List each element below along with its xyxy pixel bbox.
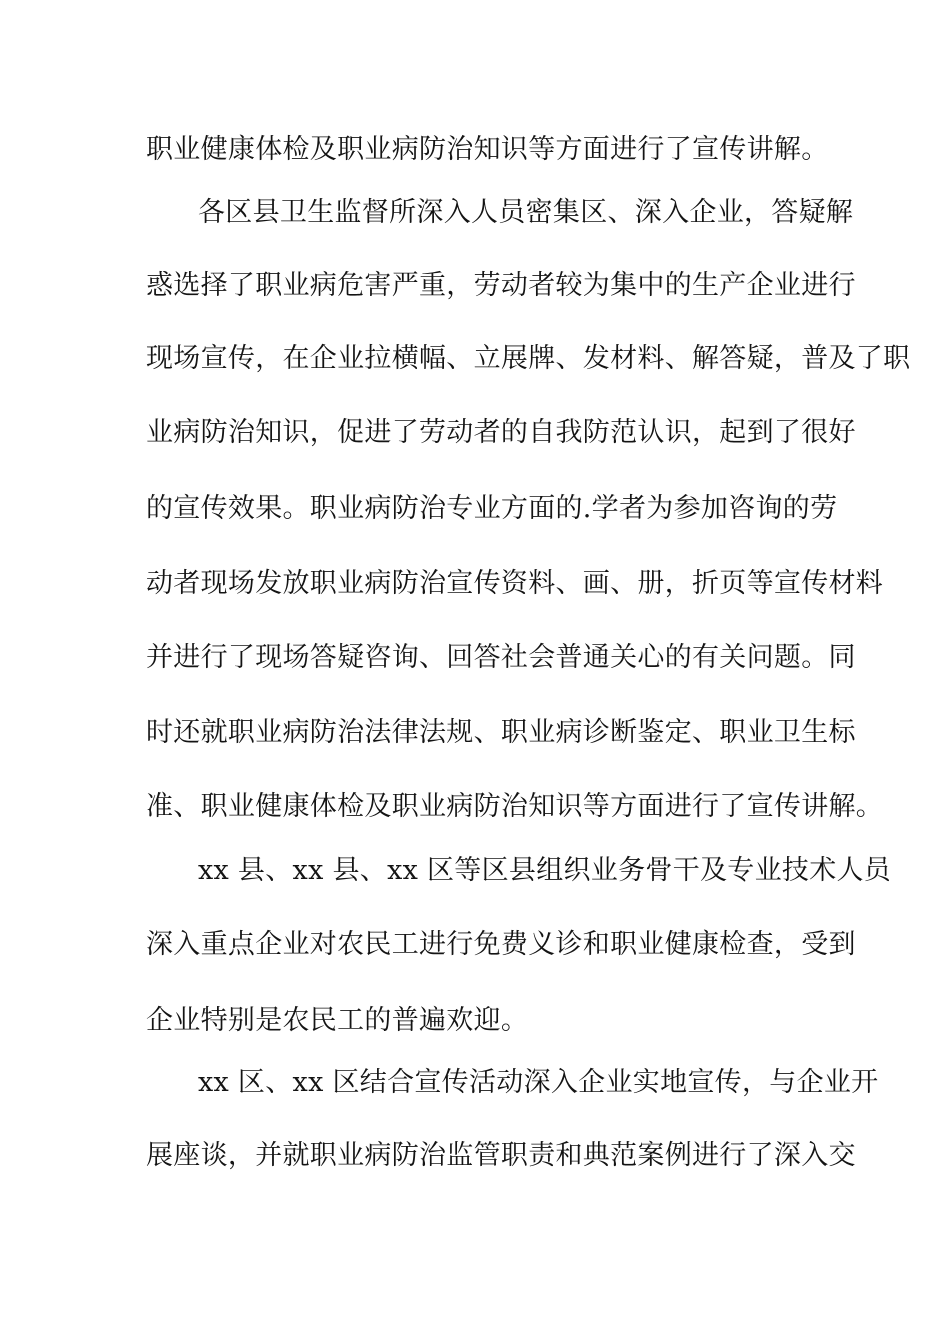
text-line-3: 惑选择了职业病危害严重，劳动者较为集中的生产企业进行 (146, 270, 856, 301)
text-line-2: 各区县卫生监督所深入人员密集区、深入企业，答疑解 (198, 197, 854, 228)
text-line-14: xx 区、xx 区结合宣传活动深入企业实地宣传，与企业开 (198, 1067, 879, 1098)
text-line-12: 深入重点企业对农民工进行免费义诊和职业健康检查，受到 (146, 929, 856, 960)
text-line-13: 企业特别是农民工的普遍欢迎。 (146, 1005, 529, 1036)
text-line-9: 时还就职业病防治法律法规、职业病诊断鉴定、职业卫生标 (146, 717, 856, 748)
text-line-7: 动者现场发放职业病防治宣传资料、画、册，折页等宣传材料 (146, 568, 884, 599)
text-line-4: 现场宣传，在企业拉横幅、立展牌、发材料、解答疑，普及了职 (146, 343, 911, 374)
text-line-10: 准、职业健康体检及职业病防治知识等方面进行了宣传讲解。 (146, 791, 884, 822)
text-line-5: 业病防治知识，促进了劳动者的自我防范认识，起到了很好 (146, 417, 856, 448)
text-line-15: 展座谈，并就职业病防治监管职责和典范案例进行了深入交 (146, 1140, 856, 1171)
text-line-6: 的宣传效果。职业病防治专业方面的.学者为参加咨询的劳 (146, 493, 838, 524)
text-line-11: xx 县、xx 县、xx 区等区县组织业务骨干及专业技术人员 (198, 855, 892, 886)
text-line-8: 并进行了现场答疑咨询、回答社会普通关心的有关问题。同 (146, 642, 856, 673)
text-line-1: 职业健康体检及职业病防治知识等方面进行了宣传讲解。 (146, 134, 829, 165)
